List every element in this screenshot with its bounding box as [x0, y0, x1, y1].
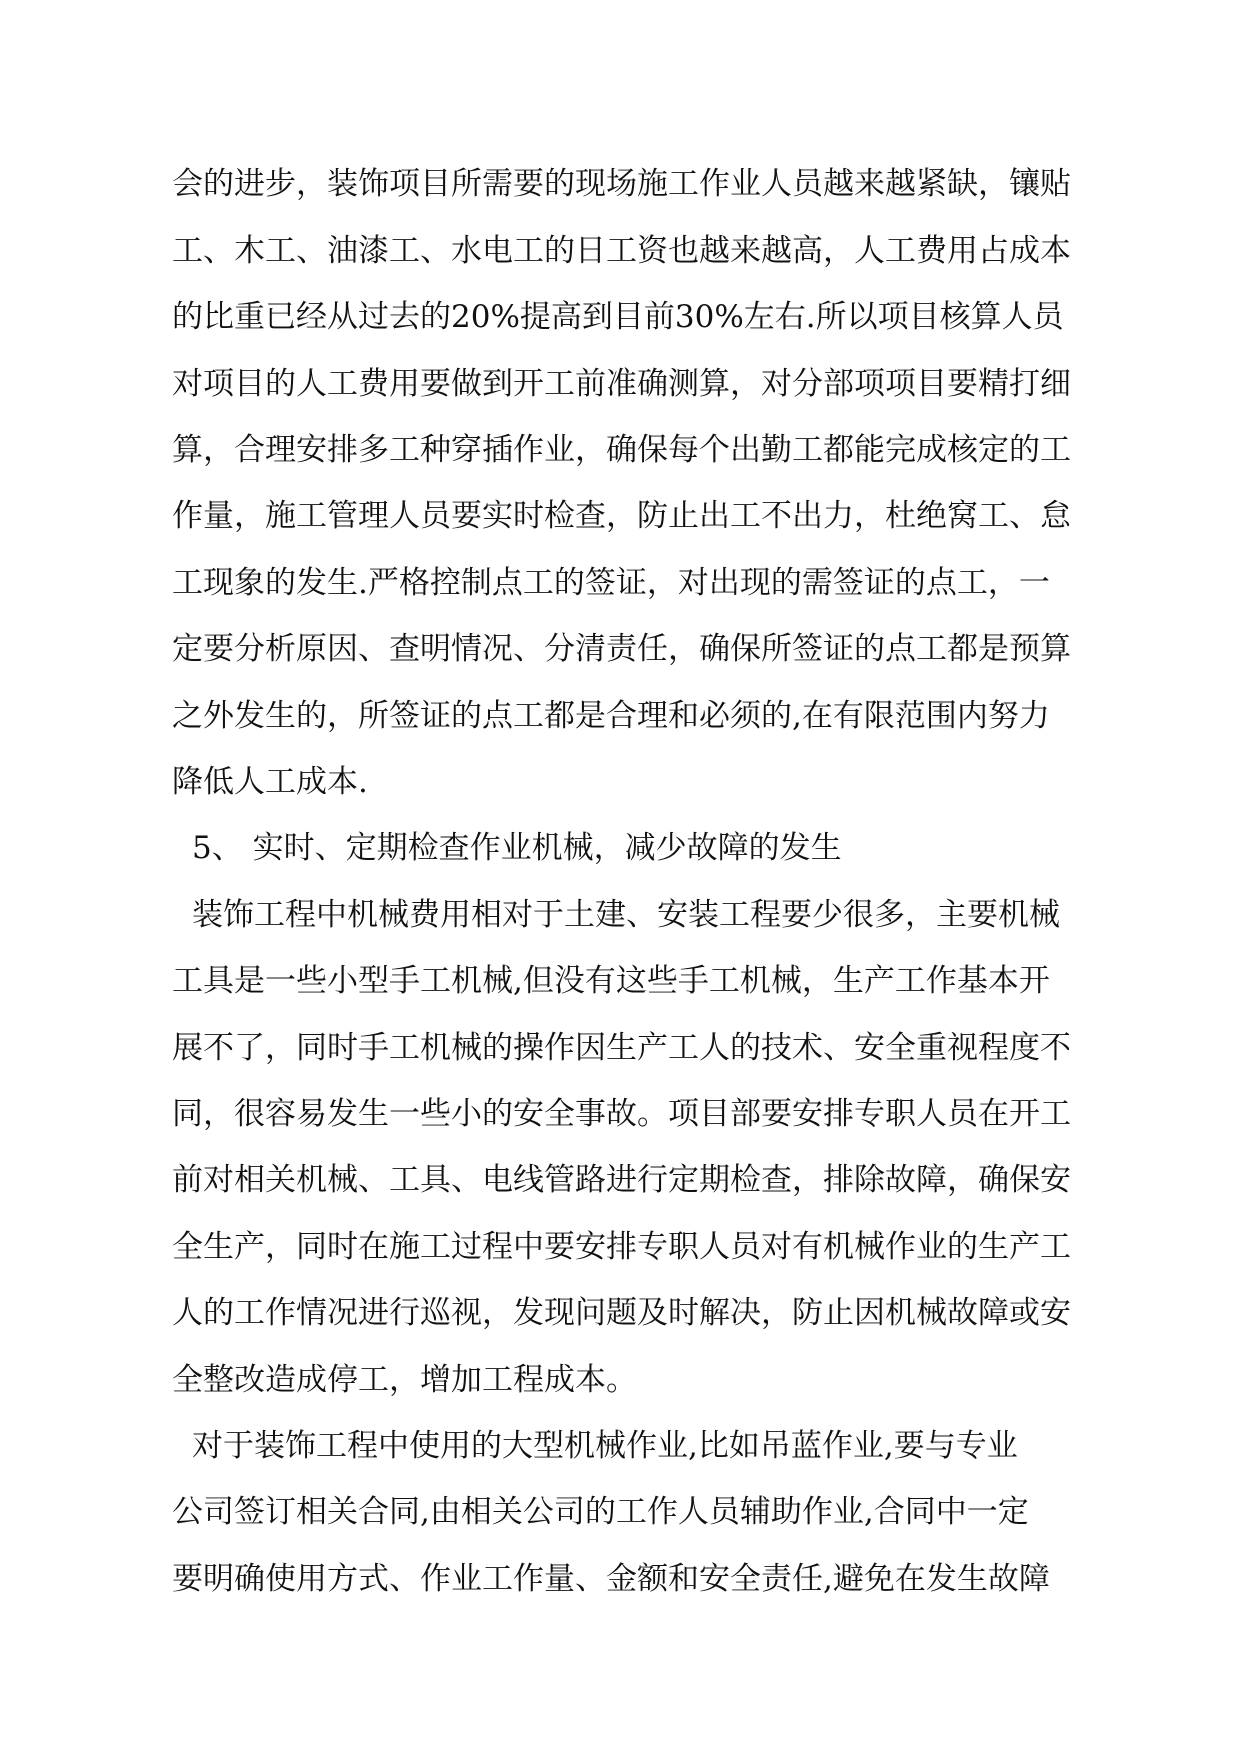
paragraph-line: 会的进步，装饰项目所需要的现场施工作业人员越来越紧缺，镶贴: [172, 166, 1071, 202]
paragraph-line: 工现象的发生.严格控制点工的签证，对出现的需签证的点工，一: [172, 565, 1050, 601]
paragraph-line: 对项目的人工费用要做到开工前准确测算，对分部项项目要精打细: [172, 366, 1071, 402]
paragraph-line: 对于装饰工程中使用的大型机械作业,比如吊蓝作业,要与专业: [192, 1428, 1018, 1464]
paragraph-line: 全整改造成停工，增加工程成本。: [172, 1362, 637, 1398]
paragraph-line: 人的工作情况进行巡视，发现问题及时解决，防止因机械故障或安: [172, 1295, 1071, 1331]
paragraph-line: 算，合理安排多工种穿插作业，确保每个出勤工都能完成核定的工: [172, 432, 1071, 468]
section-heading: 5、 实时、定期检查作业机械，减少故障的发生: [192, 830, 842, 866]
paragraph-line: 定要分析原因、查明情况、分清责任，确保所签证的点工都是预算: [172, 631, 1071, 667]
paragraph-line: 降低人工成本.: [172, 764, 368, 800]
paragraph-line: 工、木工、油漆工、水电工的日工资也越来越高，人工费用占成本: [172, 233, 1071, 269]
paragraph-line: 前对相关机械、工具、电线管路进行定期检查，排除故障，确保安: [172, 1162, 1071, 1198]
paragraph-line: 展不了，同时手工机械的操作因生产工人的技术、安全重视程度不: [172, 1030, 1071, 1066]
paragraph-line: 同，很容易发生一些小的安全事故。项目部要安排专职人员在开工: [172, 1096, 1071, 1132]
paragraph-line: 的比重已经从过去的20%提高到目前30%左右.所以项目核算人员: [172, 299, 1064, 335]
paragraph-line: 装饰工程中机械费用相对于土建、安装工程要少很多，主要机械: [192, 897, 1060, 933]
paragraph-line: 作量，施工管理人员要实时检查，防止出工不出力，杜绝窝工、怠: [172, 498, 1071, 534]
paragraph-line: 之外发生的，所签证的点工都是合理和必须的,在有限范围内努力: [172, 698, 1050, 734]
paragraph-line: 工具是一些小型手工机械,但没有这些手工机械，生产工作基本开: [172, 963, 1050, 999]
paragraph-line: 全生产，同时在施工过程中要安排专职人员对有机械作业的生产工: [172, 1229, 1071, 1265]
paragraph-line: 公司签订相关合同,由相关公司的工作人员辅助作业,合同中一定: [172, 1494, 1029, 1530]
paragraph-line: 要明确使用方式、作业工作量、金额和安全责任,避免在发生故障: [172, 1561, 1050, 1597]
